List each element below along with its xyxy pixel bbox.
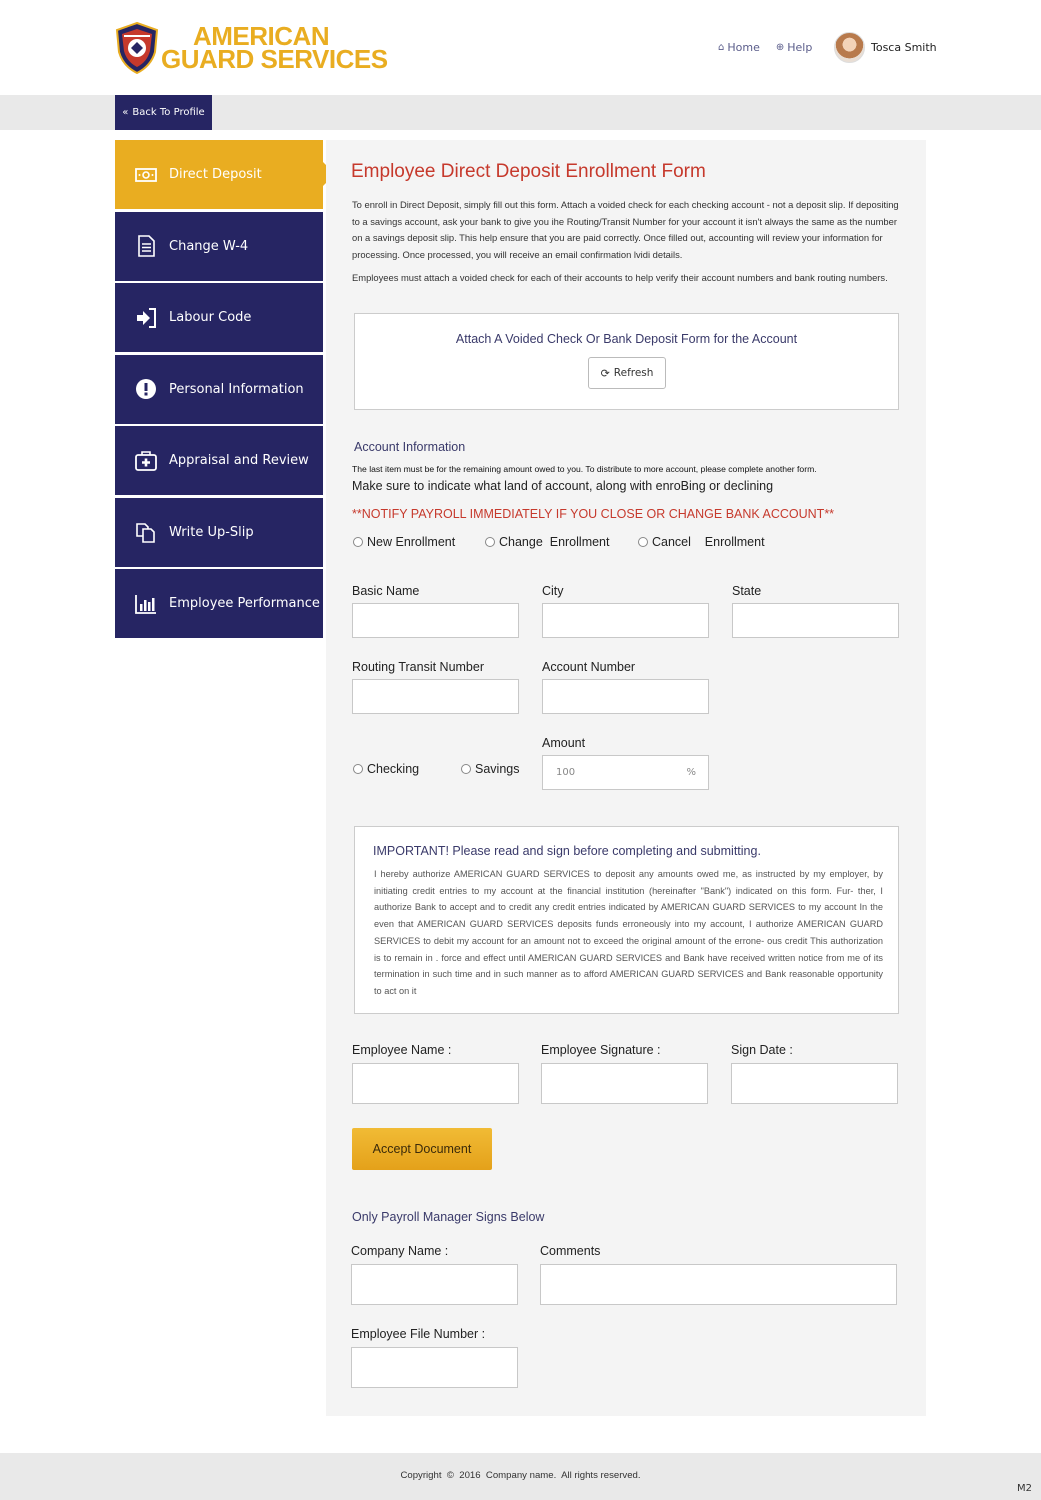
sign-in-icon	[135, 307, 157, 329]
sidebar-item-personal-information[interactable]	[115, 355, 323, 424]
employee-file-number-input[interactable]	[351, 1347, 518, 1388]
amount-label: Amount	[542, 736, 586, 750]
sidebar-item-employee-performance[interactable]	[115, 569, 323, 638]
payroll-section-title: Only Payroll Manager Signs Below	[352, 1210, 545, 1224]
account-number-input[interactable]	[542, 679, 709, 714]
document-icon	[135, 235, 157, 257]
company-name-label: Company Name :	[351, 1244, 449, 1258]
footer-tag: M2	[1017, 1483, 1032, 1494]
logo-text	[161, 21, 388, 74]
nav-help-link[interactable]	[776, 41, 812, 54]
sidebar-item-labour-code[interactable]	[115, 283, 323, 352]
account-instruction: Make sure to indicate what land of account, along with enroBing or declining	[352, 479, 774, 493]
routing-input[interactable]	[352, 679, 519, 714]
enrollment-form-panel	[326, 140, 926, 1416]
radio-savings[interactable]	[461, 762, 519, 776]
account-info-title: Account Information	[354, 440, 466, 454]
amount-input[interactable]	[542, 755, 709, 790]
back-to-profile-button[interactable]	[115, 95, 212, 130]
basic-name-input[interactable]	[352, 603, 519, 638]
amount-unit: %	[686, 767, 696, 778]
exclamation-icon	[135, 378, 157, 400]
comments-label: Comments	[540, 1244, 601, 1258]
intro-paragraph: To enroll in Direct Deposit, simply fill out this form. Attach a voided check for each checking account - not a deposit slip. If depositing to a savings account, ask your bank to give you ihe Routing/Transit Number for your account it isn't always the same as the number on a savings deposit slip. This help ensure that you are paid correctly. Once filled out, accounting will review your information for processing. Once processed, you will receive an email confirmation lvidi details.	[352, 199, 899, 260]
authorization-box	[354, 826, 899, 1014]
routing-label: Routing Transit Number	[352, 660, 485, 674]
authorization-text: I hereby authorize AMERICAN GUARD SERVICES to deposit any amounts owed me, as instructed by my employer, by initiating credit entries to my account at the financial institution (hereinafter "Bank") indicated on this form. Fur- ther, I authorize Bank to accept and to credit any credit entries indicated by AMERICAN GUARD SERVICES to my account In the even that AMERICAN GUARD SERVICES deposits funds erroneously into my account, I authorize AMERICAN GUARD SERVICES to debit my account for an amount not to exceed the original amount of the errone- ous credit This authorization is to remain in . force and effect until AMERICAN GUARD SERVICES and Bank have received written notice from me of its termination in such time and in such manner as to afford AMERICAN GUARD SERVICES and Bank reasonable opportunity to act on it	[374, 869, 883, 996]
copy-icon	[135, 521, 157, 543]
company-logo[interactable]	[115, 22, 388, 74]
money-icon	[135, 164, 157, 186]
user-name: Tosca Smith	[871, 41, 937, 54]
radio-label: Change Enrollment	[499, 535, 610, 549]
notify-warning: **NOTIFY PAYROLL IMMEDIATELY IF YOU CLOSE OR CHANGE BANK ACCOUNT**	[352, 507, 835, 521]
sidebar-item-label: Personal Information	[169, 381, 304, 397]
user-menu[interactable]	[834, 32, 937, 63]
employee-name-input[interactable]	[352, 1063, 519, 1104]
intro-paragraph-2: Employees must attach a voided check for each of their accounts to help verify their account numbers and bank routing numbers.	[352, 272, 888, 283]
employee-signature-input[interactable]	[541, 1063, 708, 1104]
radio-label: Cancel Enrollment	[652, 535, 765, 549]
logo-line-1: AMERICAN	[193, 21, 330, 51]
amount-value: 100	[556, 767, 576, 778]
attach-check-box	[354, 313, 899, 410]
radio-circle[interactable]	[461, 764, 471, 774]
back-button-label: Back To Profile	[132, 107, 205, 118]
radio-circle[interactable]	[353, 537, 363, 547]
page-title: Employee Direct Deposit Enrollment Form	[351, 161, 706, 182]
state-input[interactable]	[732, 603, 899, 638]
sidebar-item-write-up-slip[interactable]	[115, 498, 323, 567]
sidebar-item-label: Labour Code	[169, 310, 252, 325]
radio-label: New Enrollment	[367, 535, 456, 549]
avatar	[834, 32, 865, 63]
employee-file-number-label: Employee File Number :	[351, 1327, 486, 1341]
medkit-icon	[135, 450, 157, 472]
accept-document-button[interactable]: Accept Document	[352, 1128, 492, 1170]
radio-new-enrollment[interactable]	[353, 535, 455, 549]
basic-name-label: Basic Name	[352, 584, 420, 598]
radio-circle[interactable]	[638, 537, 648, 547]
account-note: The last item must be for the remaining amount owed to you. To distribute to more account, please complete another form.	[352, 464, 817, 474]
refresh-button[interactable]	[588, 357, 666, 389]
bar-chart-icon	[135, 593, 157, 615]
refresh-label: Refresh	[613, 367, 654, 379]
shield-logo-icon	[115, 22, 159, 74]
employee-name-label: Employee Name :	[352, 1043, 452, 1057]
sidebar-item-label: Write Up-Slip	[169, 524, 254, 540]
attach-title: Attach A Voided Check Or Bank Deposit Form for the Account	[455, 332, 798, 346]
employee-signature-label: Employee Signature :	[541, 1043, 661, 1057]
globe-icon: ⊕	[775, 42, 785, 53]
page-header	[0, 0, 1041, 95]
company-name-input[interactable]	[351, 1264, 518, 1305]
account-number-label: Account Number	[542, 660, 636, 674]
sign-date-input[interactable]	[731, 1063, 898, 1104]
sidebar-item-label: Direct Deposit	[169, 167, 262, 182]
double-chevron-left-icon: «	[122, 107, 129, 118]
top-nav	[718, 41, 828, 54]
radio-circle[interactable]	[353, 764, 363, 774]
refresh-icon: ⟳	[600, 366, 610, 380]
state-label: State	[732, 584, 762, 598]
sidebar-item-direct-deposit[interactable]	[115, 140, 323, 209]
sign-date-label: Sign Date :	[731, 1043, 793, 1057]
city-input[interactable]	[542, 603, 709, 638]
logo-line-2: GUARD SERVICES	[161, 44, 388, 74]
nav-help-label: Help	[787, 41, 813, 54]
page-footer	[0, 1453, 1041, 1500]
sidebar-item-appraisal-review[interactable]	[115, 426, 323, 495]
radio-checking[interactable]	[353, 762, 419, 776]
radio-change-enrollment[interactable]	[485, 535, 609, 549]
sidebar-item-change-w4[interactable]	[115, 212, 323, 281]
radio-cancel-enrollment[interactable]	[638, 535, 765, 549]
sidebar-item-label: Employee Performance	[169, 596, 320, 611]
sidebar	[115, 140, 323, 641]
nav-home-label: Home	[727, 41, 760, 54]
radio-label: Savings	[475, 762, 520, 776]
home-icon: ⌂	[718, 42, 725, 53]
nav-home-link[interactable]	[718, 41, 760, 54]
city-label: City	[542, 584, 564, 598]
sidebar-item-label: Appraisal and Review	[169, 453, 309, 468]
radio-circle[interactable]	[485, 537, 495, 547]
comments-input[interactable]	[540, 1264, 897, 1305]
authorization-title: IMPORTANT! Please read and sign before completing and submitting.	[373, 844, 761, 858]
radio-label: Checking	[367, 762, 420, 776]
sidebar-item-label: Change W-4	[169, 238, 249, 254]
copyright-text: Copyright © 2016 Company name. All rights reserved.	[400, 1470, 641, 1481]
